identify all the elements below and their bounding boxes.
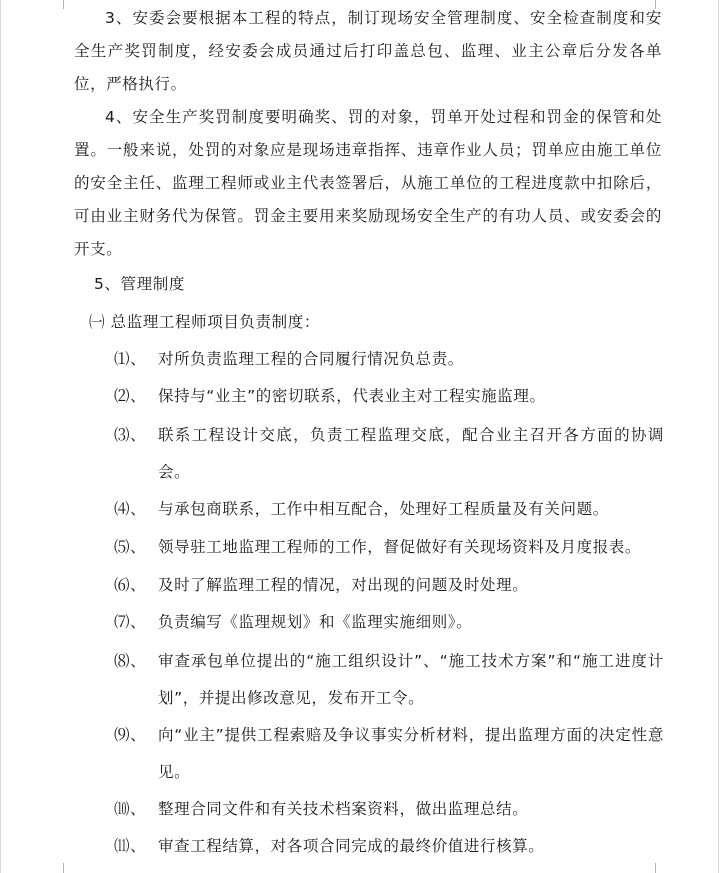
item-number: ⑺、 [114, 613, 147, 631]
item-number: ⑾、 [114, 837, 147, 855]
item-text: 保持与“业主”的密切联系，代表业主对工程实施监理。 [158, 387, 546, 405]
list-item [114, 529, 664, 566]
item-text: 审查承包单位提出的“施工组织设计”、“施工技术方案”和“施工进度计划”，并提出修改意见，发布开工令。 [158, 652, 664, 707]
list-item [114, 604, 664, 641]
item-number: ⑶、 [114, 426, 147, 444]
item-number: ⑽、 [114, 800, 147, 818]
list-item [114, 791, 664, 828]
list-item [114, 567, 664, 604]
item-text: 与承包商联系，工作中相互配合，处理好工程质量及有关问题。 [158, 500, 609, 518]
item-text: 联系工程设计交底，负责工程监理交底，配合业主召开各方面的协调会。 [158, 426, 664, 481]
page-corner-mark [53, 863, 64, 873]
item-text: 及时了解监理工程的情况，对出现的问题及时处理。 [158, 576, 529, 594]
item-text: 向“业主”提供工程索赔及争议事实分析材料，提出监理方面的决定性意见。 [158, 726, 664, 781]
page-corner-mark [53, 0, 64, 9]
subsection-heading: ㈠ 总监理工程师项目负责制度： [89, 313, 320, 331]
paragraph-4: 4、安全生产奖罚制度要明确奖、罚的对象，罚单开处过程和罚金的保管和处置。一般来说，处罚的对象应是现场违章指挥、违章作业人员；罚单应由施工单位的安全主任、监理工程师或业主代表签署后，从施工单位的工程进度款中扣除后，可由业主财务代为保管。罚金主要用来奖励现场安全生产的有功人员、或安委会的开支。 [74, 108, 662, 258]
list-item [114, 491, 664, 528]
item-text: 审查工程结算，对各项合同完成的最终价值进行核算。 [158, 837, 545, 855]
list-item [114, 828, 664, 865]
item-number: ⑼、 [114, 726, 147, 744]
item-number: ⑸、 [114, 538, 147, 556]
item-text: 整理合同文件和有关技术档案资料，做出监理总结。 [158, 800, 529, 818]
list-item [114, 417, 664, 491]
item-number: ⑻、 [114, 652, 147, 670]
list-item [114, 643, 664, 717]
item-text: 对所负责监理工程的合同履行情况负总责。 [158, 350, 464, 368]
list-item [114, 717, 664, 791]
list-item [114, 341, 664, 378]
section-heading: 5、管理制度 [94, 275, 185, 293]
list-item [114, 378, 664, 415]
paragraph-3: 3、安委会要根据本工程的特点，制订现场安全管理制度、安全检查制度和安全生产奖罚制度，经安委会成员通过后打印盖总包、监理、业主公章后分发各单位，严格执行。 [74, 9, 662, 93]
item-text: 领导驻工地监理工程师的工作，督促做好有关现场资料及月度报表。 [158, 538, 642, 556]
item-text: 负责编写《监理规划》和《监理实施细则》。 [158, 613, 473, 631]
item-number: ⑷、 [114, 500, 147, 518]
item-number: ⑵、 [114, 387, 147, 405]
item-number: ⑹、 [114, 576, 147, 594]
item-number: ⑴、 [114, 350, 147, 368]
